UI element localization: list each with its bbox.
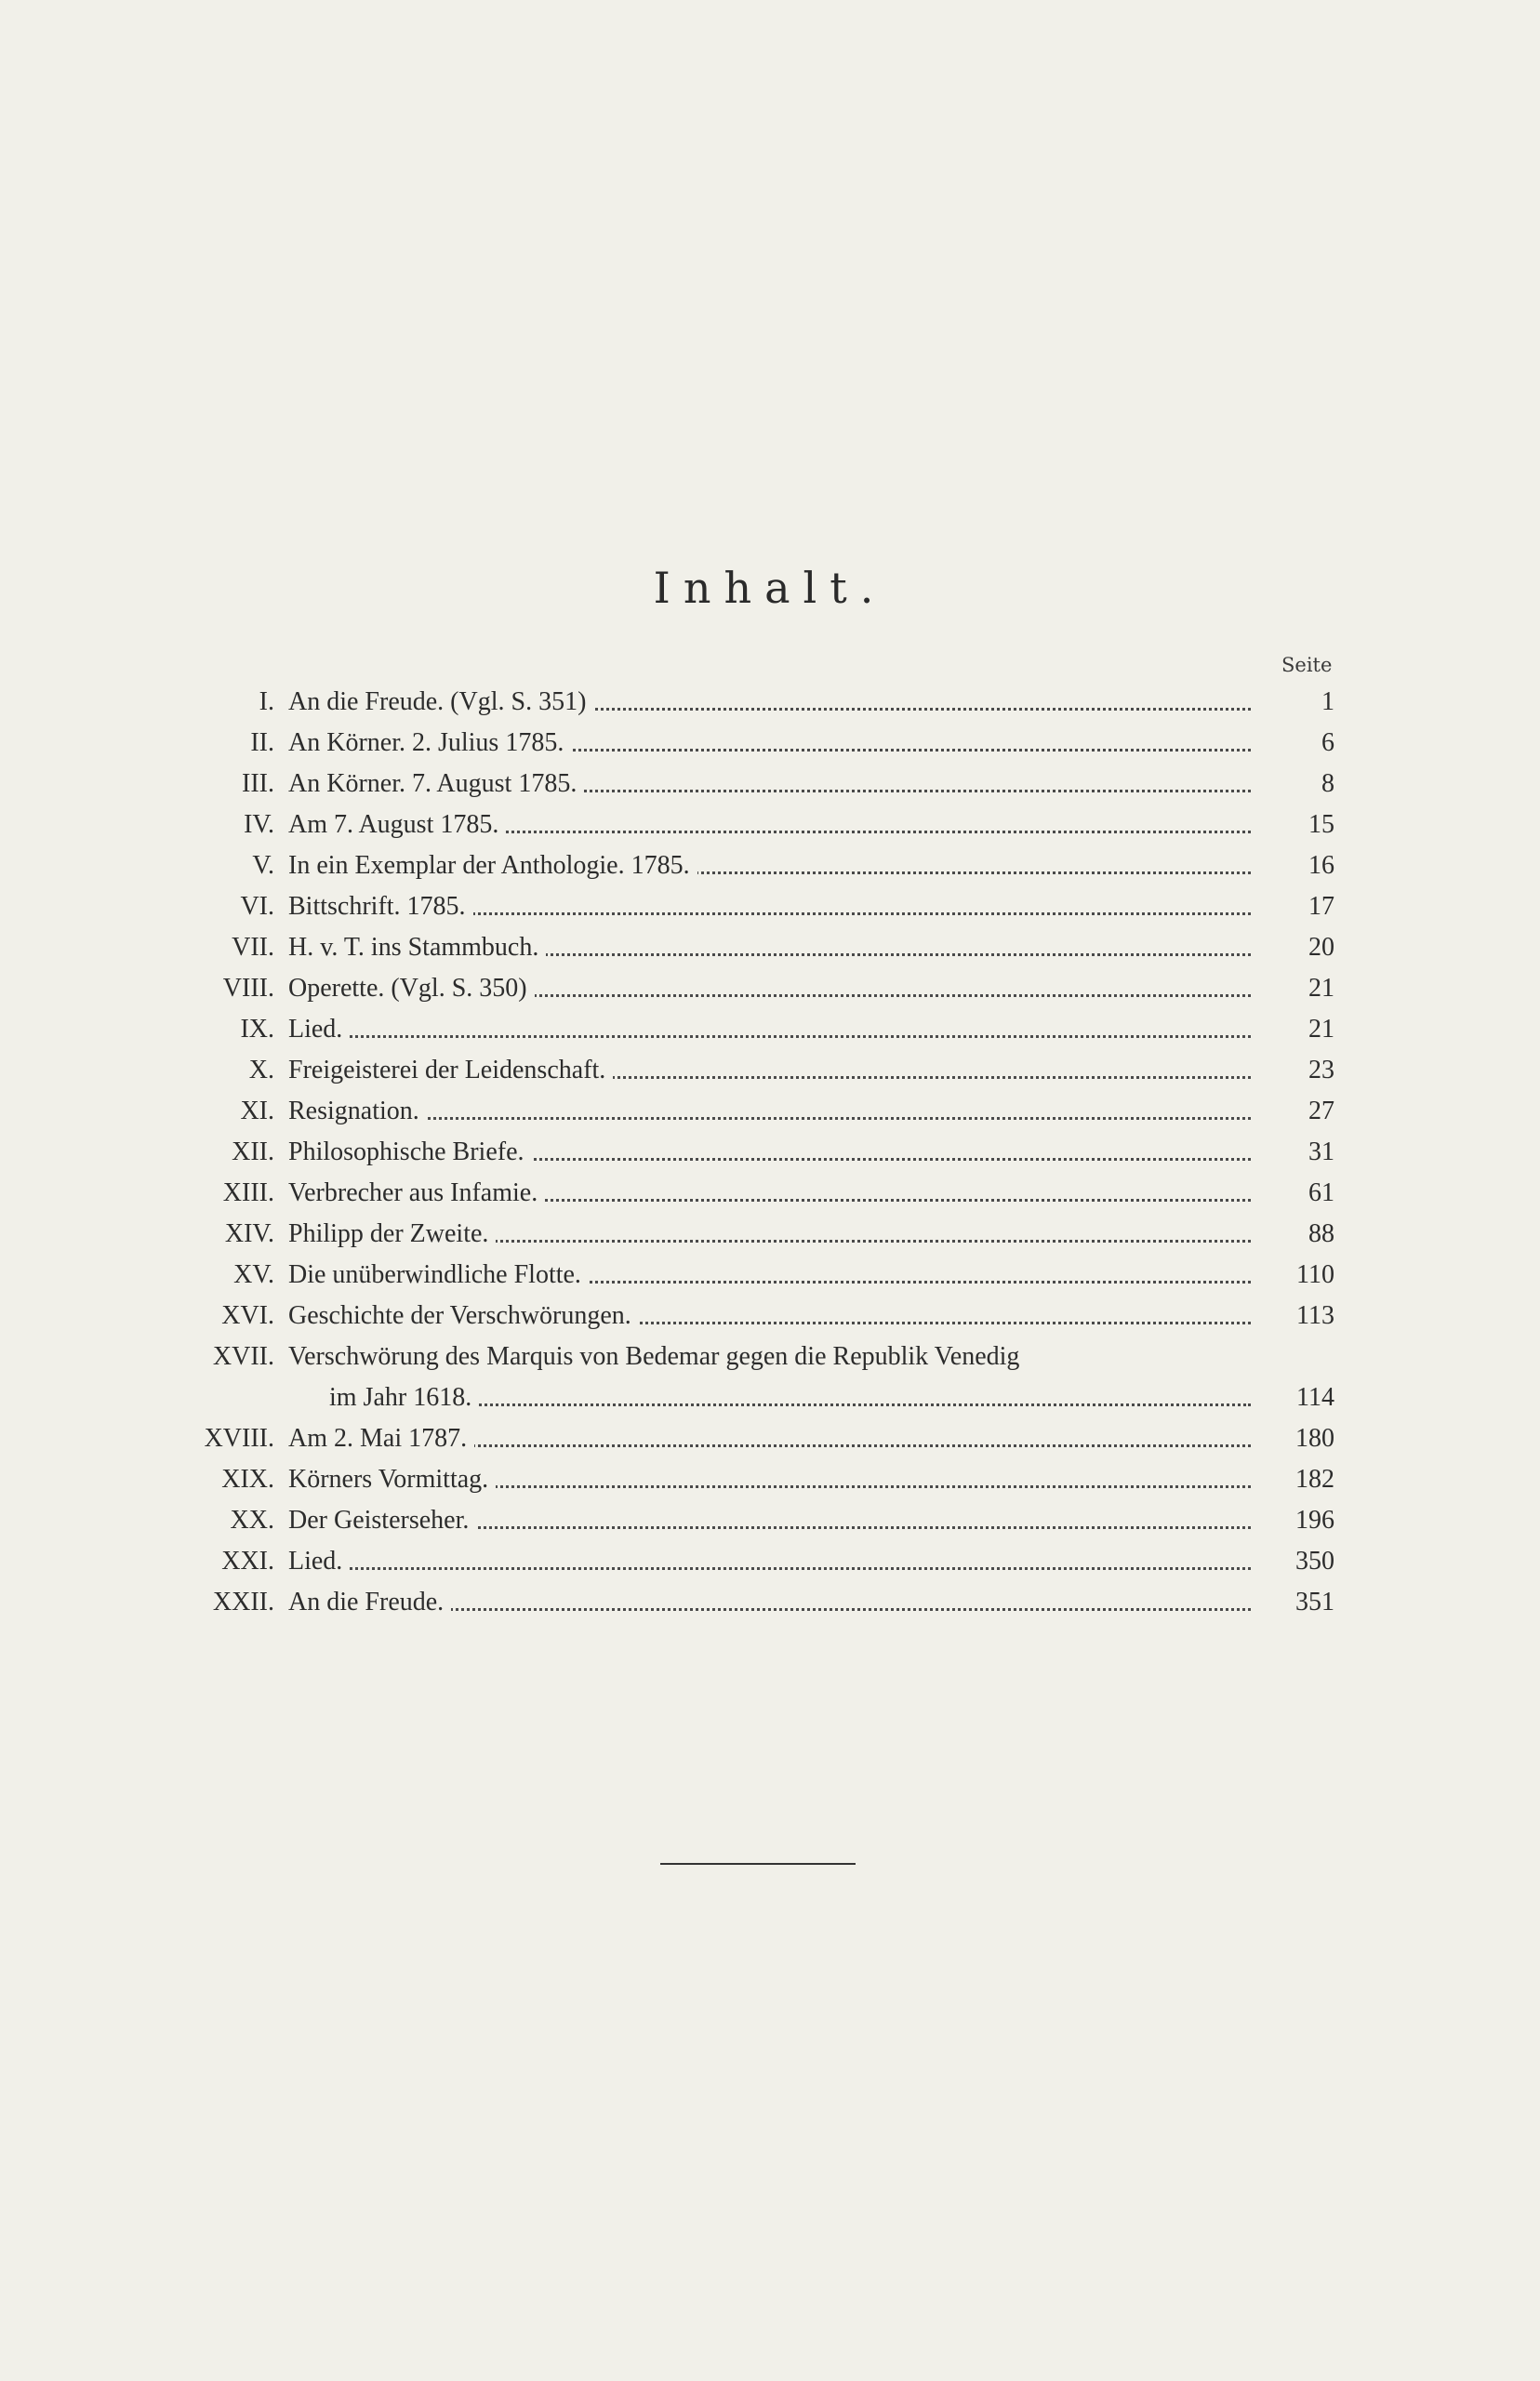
entry-title-line <box>288 1461 1251 1498</box>
entry-number: IV. <box>244 810 274 839</box>
entry-title-line <box>288 765 1251 803</box>
entry-title-line <box>288 888 1251 925</box>
entry-title-line <box>288 970 1251 1007</box>
entry-number: XI. <box>240 1097 274 1125</box>
entry-page: 114 <box>1255 1379 1334 1417</box>
entry-title: Verbrecher aus Infamie. <box>288 1178 545 1207</box>
entry-title: Resignation. <box>288 1097 427 1125</box>
entry-title-line <box>329 1379 1251 1417</box>
toc-entry <box>0 725 1540 762</box>
entry-page: 350 <box>1255 1543 1334 1580</box>
entry-title: Philosophische Briefe. <box>288 1137 532 1166</box>
entry-title: An Körner. 7. August 1785. <box>288 769 584 798</box>
entry-page: 182 <box>1255 1461 1334 1498</box>
entry-title-line <box>288 1420 1251 1457</box>
entry-title: Geschichte der Verschwörungen. <box>288 1301 639 1330</box>
entry-number: XVI. <box>221 1301 274 1330</box>
entry-title: Philipp der Zweite. <box>288 1219 496 1248</box>
entry-title: An die Freude. <box>288 1588 451 1616</box>
entry-title: Lied. <box>288 1547 350 1576</box>
dot-leader <box>288 1567 1251 1570</box>
toc-entry <box>0 1338 1540 1376</box>
entry-page: 113 <box>1255 1297 1334 1335</box>
toc-entry <box>0 1257 1540 1294</box>
entry-title-line <box>288 806 1251 844</box>
entry-number: XII. <box>232 1137 274 1166</box>
entry-number: XIII. <box>222 1178 274 1207</box>
toc-entry <box>0 1297 1540 1335</box>
page-title: Inhalt. <box>653 563 887 613</box>
entry-title-line <box>288 1338 1251 1376</box>
entry-title-line <box>288 1257 1251 1294</box>
entry-title-line <box>288 725 1251 762</box>
entry-title-line <box>288 847 1251 885</box>
entry-page: 23 <box>1255 1052 1334 1089</box>
entry-title-line <box>288 1052 1251 1089</box>
dot-leader <box>288 1117 1251 1120</box>
toc-entry-continuation <box>0 1379 1540 1417</box>
entry-number: II. <box>250 728 274 757</box>
entry-number: XV. <box>233 1260 274 1289</box>
entry-page: 21 <box>1255 970 1334 1007</box>
entry-number: XIX. <box>221 1465 274 1494</box>
dot-leader <box>288 1035 1251 1038</box>
entry-number: XXI. <box>221 1547 274 1576</box>
toc-entry <box>0 684 1540 721</box>
page-column-header: Seite <box>1281 654 1333 676</box>
entry-title: Freigeisterei der Leidenschaft. <box>288 1056 613 1084</box>
entry-title: Der Geisterseher. <box>288 1506 476 1535</box>
toc-entry <box>0 1461 1540 1498</box>
entry-title-line <box>288 1134 1251 1171</box>
entry-page: 196 <box>1255 1502 1334 1539</box>
entry-title: Die unüberwindliche Flotte. <box>288 1260 589 1289</box>
toc-entry <box>0 1420 1540 1457</box>
toc-entry <box>0 806 1540 844</box>
entry-title: An Körner. 2. Julius 1785. <box>288 728 571 757</box>
entry-number: VI. <box>240 892 274 921</box>
entry-title: H. v. T. ins Stammbuch. <box>288 933 546 962</box>
entry-number: VIII. <box>222 974 274 1003</box>
toc-entry <box>0 847 1540 885</box>
entry-title-line <box>288 1216 1251 1253</box>
entry-page: 15 <box>1255 806 1334 844</box>
entry-title: Operette. (Vgl. S. 350) <box>288 974 535 1003</box>
toc-entry <box>0 888 1540 925</box>
entry-title-line <box>288 929 1251 966</box>
entry-title: Körners Vormittag. <box>288 1465 496 1494</box>
entry-title-line <box>288 1502 1251 1539</box>
entry-page: 1 <box>1255 684 1334 721</box>
entry-page: 17 <box>1255 888 1334 925</box>
entry-title: In ein Exemplar der Anthologie. 1785. <box>288 851 697 880</box>
entry-title: Am 7. August 1785. <box>288 810 506 839</box>
entry-number: XX. <box>230 1506 274 1535</box>
entry-number: XVIII. <box>204 1424 274 1453</box>
entry-page: 20 <box>1255 929 1334 966</box>
toc-entry <box>0 1543 1540 1580</box>
toc-entry <box>0 970 1540 1007</box>
entry-number: VII. <box>232 933 274 962</box>
entry-title-line <box>288 684 1251 721</box>
toc-entry <box>0 1011 1540 1048</box>
entry-page: 88 <box>1255 1216 1334 1253</box>
entry-number: XXII. <box>212 1588 274 1616</box>
entry-title: Lied. <box>288 1015 350 1044</box>
entry-number: IX. <box>240 1015 274 1044</box>
toc-entry <box>0 1175 1540 1212</box>
entry-title-line <box>288 1584 1251 1621</box>
entry-title-line <box>288 1175 1251 1212</box>
entry-page: 61 <box>1255 1175 1334 1212</box>
entry-number: V. <box>252 851 274 880</box>
toc-entry <box>0 1093 1540 1130</box>
toc-entry <box>0 1584 1540 1621</box>
entry-page: 31 <box>1255 1134 1334 1171</box>
entry-page: 180 <box>1255 1420 1334 1457</box>
toc-entry <box>0 1134 1540 1171</box>
entry-number: XVII. <box>212 1342 274 1371</box>
toc-entry <box>0 929 1540 966</box>
entry-page: 27 <box>1255 1093 1334 1130</box>
entry-title: An die Freude. (Vgl. S. 351) <box>288 687 593 716</box>
entry-number: I. <box>259 687 274 716</box>
entry-title-line <box>288 1093 1251 1130</box>
entry-title: Am 2. Mai 1787. <box>288 1424 474 1453</box>
entry-title-line <box>288 1297 1251 1335</box>
entry-number: XIV. <box>224 1219 274 1248</box>
entry-page: 6 <box>1255 725 1334 762</box>
entry-page: 110 <box>1255 1257 1334 1294</box>
entry-number: III. <box>242 769 274 798</box>
entry-title: Bittschrift. 1785. <box>288 892 473 921</box>
entry-page: 8 <box>1255 765 1334 803</box>
toc-entry <box>0 1502 1540 1539</box>
entry-title: Verschwörung des Marquis von Bedemar gegen die Republik Venedig <box>288 1342 1027 1371</box>
entry-title: im Jahr 1618. <box>329 1383 479 1412</box>
entry-number: X. <box>248 1056 274 1084</box>
entry-title-line <box>288 1011 1251 1048</box>
entry-page: 21 <box>1255 1011 1334 1048</box>
toc-entry <box>0 765 1540 803</box>
toc-entry <box>0 1052 1540 1089</box>
toc-entry <box>0 1216 1540 1253</box>
closing-rule <box>660 1863 856 1865</box>
entry-page: 16 <box>1255 847 1334 885</box>
entry-title-line <box>288 1543 1251 1580</box>
entry-page: 351 <box>1255 1584 1334 1621</box>
